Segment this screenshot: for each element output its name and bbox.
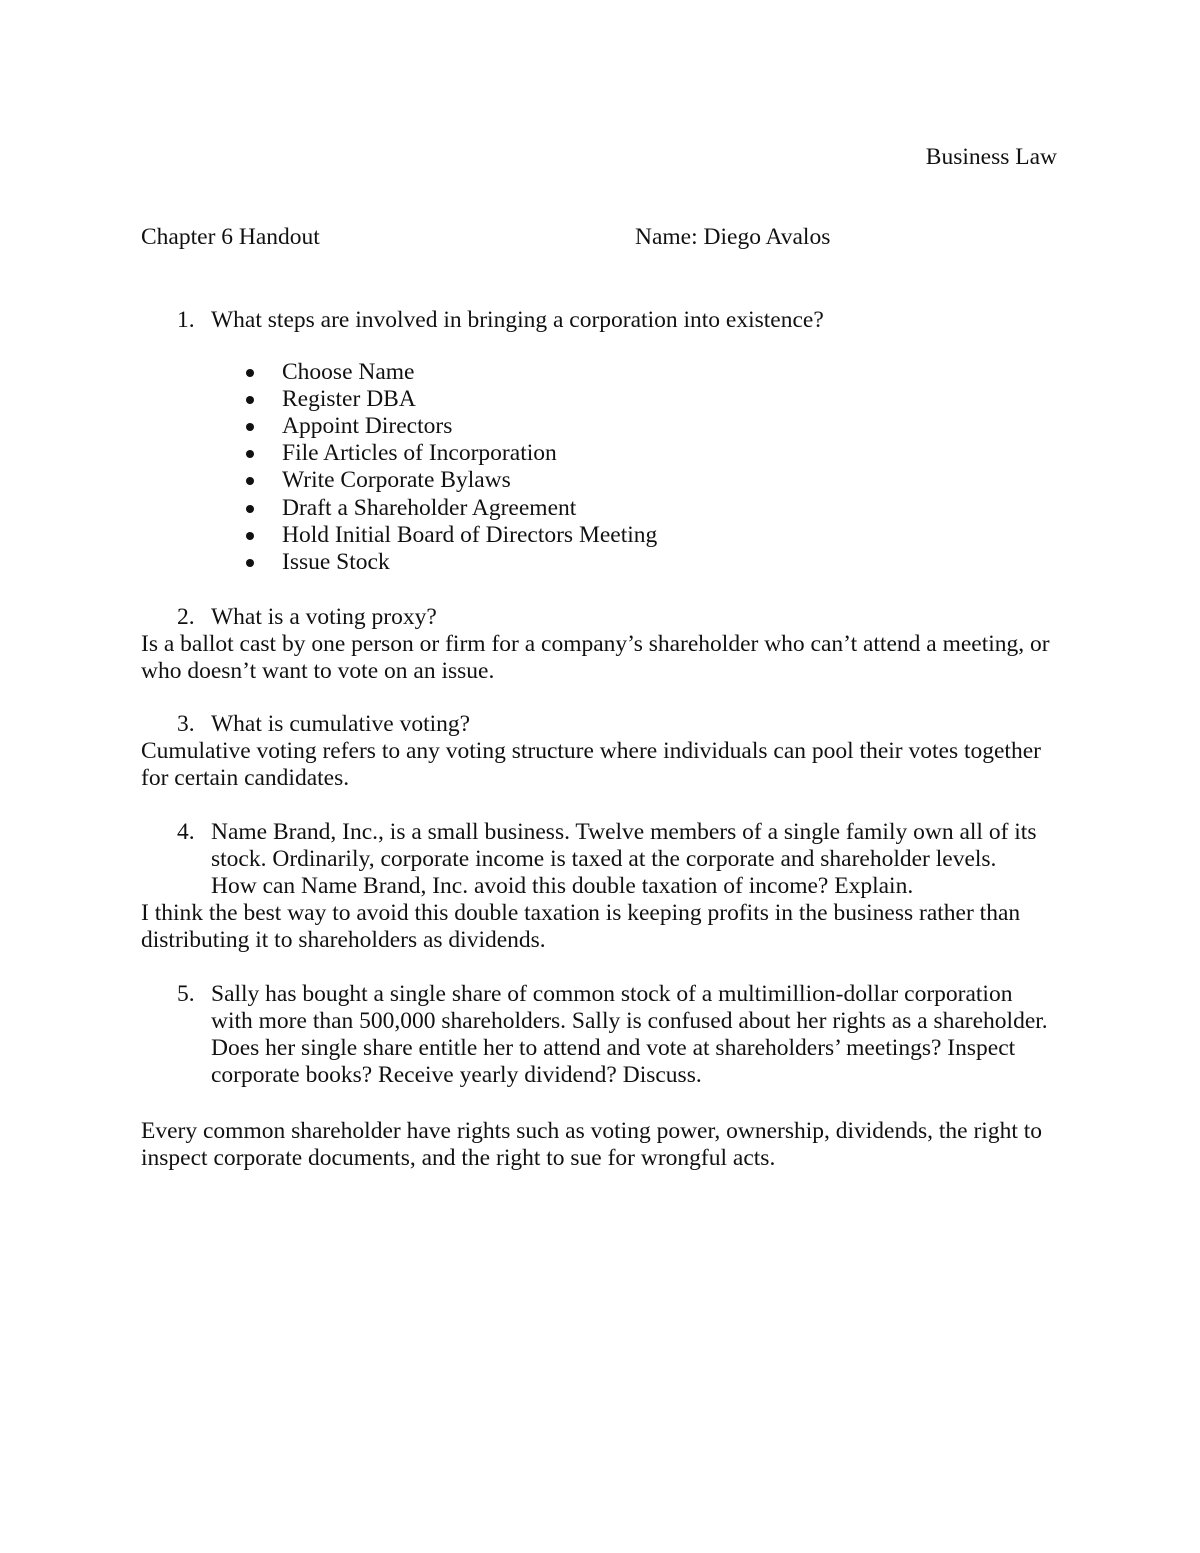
- bullet-icon: [246, 505, 254, 513]
- question-text: Does her single share entitle her to attend and vote at shareholders’ meetings? Inspect: [211, 1035, 1016, 1061]
- bullet-item: Choose Name: [282, 359, 415, 385]
- bullet-item: Write Corporate Bylaws: [282, 467, 511, 494]
- answer-text: who doesn’t want to vote on an issue.: [141, 658, 495, 684]
- bullet-icon: [246, 396, 254, 404]
- bullet-icon: [246, 532, 254, 540]
- bullet-icon: [246, 559, 254, 567]
- bullet-item: Draft a Shareholder Agreement: [282, 494, 577, 521]
- question-text: How can Name Brand, Inc. avoid this double taxation of income? Explain.: [211, 873, 914, 899]
- bullet-item: Appoint Directors: [282, 413, 453, 440]
- question-number: 2.: [177, 604, 195, 630]
- student-name: Name: Diego Avalos: [635, 224, 831, 250]
- question-text: stock. Ordinarily, corporate income is taxed at the corporate and shareholder levels.: [211, 846, 997, 872]
- answer-text: Every common shareholder have rights such as voting power, ownership, dividends, the right to: [141, 1118, 1043, 1144]
- question-number: 5.: [177, 981, 195, 1007]
- answer-text: inspect corporate documents, and the right to sue for wrongful acts.: [141, 1145, 776, 1171]
- answer-text: I think the best way to avoid this double taxation is keeping profits in the business rather than: [141, 900, 1021, 926]
- bullet-item: Issue Stock: [282, 548, 390, 575]
- question-text: What is a voting proxy?: [211, 604, 437, 630]
- question-number: 3.: [177, 711, 195, 737]
- bullet-item: Register DBA: [282, 386, 416, 413]
- bullet-item: Hold Initial Board of Directors Meeting: [282, 521, 658, 548]
- bullet-icon: [246, 423, 254, 431]
- course-title: Business Law: [925, 144, 1057, 170]
- question-text: Sally has bought a single share of common stock of a multimillion-dollar corporation: [211, 981, 1013, 1007]
- bullet-item: File Articles of Incorporation: [282, 440, 557, 467]
- handout-title: Chapter 6 Handout: [141, 224, 320, 250]
- question-number: 4.: [177, 819, 195, 845]
- question-text: corporate books? Receive yearly dividend? Discuss.: [211, 1062, 702, 1088]
- bullet-icon: [246, 369, 254, 377]
- question-text: What is cumulative voting?: [211, 711, 471, 737]
- answer-text: Is a ballot cast by one person or firm for a company’s shareholder who can’t attend a meeting, or: [141, 631, 1050, 657]
- bullet-icon: [246, 477, 254, 485]
- answer-text: for certain candidates.: [141, 765, 350, 791]
- answer-text: distributing it to shareholders as dividends.: [141, 927, 546, 953]
- question-text: What steps are involved in bringing a corporation into existence?: [211, 307, 824, 333]
- question-text: Name Brand, Inc., is a small business. Twelve members of a single family own all of its: [211, 819, 1037, 845]
- question-text: with more than 500,000 shareholders. Sally is confused about her rights as a shareholder.: [211, 1008, 1048, 1034]
- bullet-icon: [246, 450, 254, 458]
- question-number: 1.: [177, 307, 195, 333]
- answer-text: Cumulative voting refers to any voting structure where individuals can pool their votes together: [141, 738, 1041, 764]
